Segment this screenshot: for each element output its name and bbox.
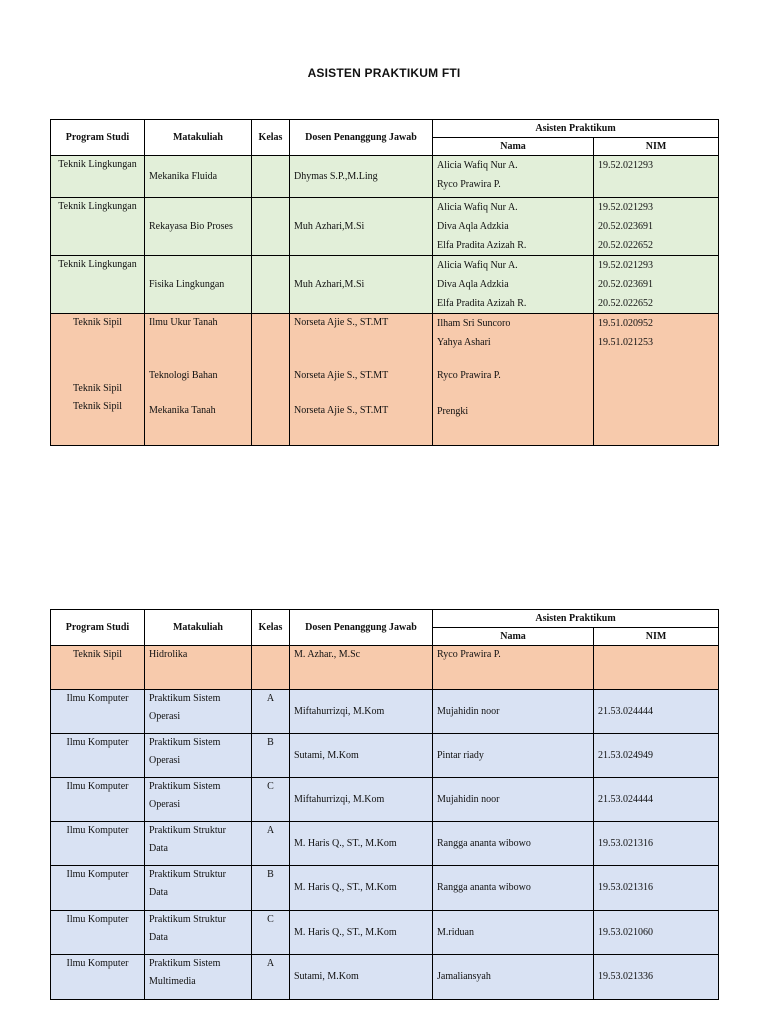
cell-program-studi: Teknik Sipil bbox=[51, 354, 145, 398]
cell-nama: Jamaliansyah bbox=[433, 955, 594, 1000]
cell-kelas bbox=[252, 156, 290, 198]
nama-line: Alicia Wafiq Nur A. bbox=[437, 202, 518, 213]
nim-line: 19.51.020952 bbox=[598, 318, 653, 329]
cell-nama: Mujahidin noor bbox=[433, 690, 594, 734]
cell-nim bbox=[594, 314, 719, 354]
cell-nim: 19.53.021316 bbox=[594, 822, 719, 866]
cell-kelas: B bbox=[252, 734, 290, 778]
cell-matakuliah bbox=[145, 911, 252, 955]
cell-program-studi: Ilmu Komputer bbox=[51, 778, 145, 822]
cell-program-studi: Ilmu Komputer bbox=[51, 734, 145, 778]
header-matakuliah: Matakuliah bbox=[145, 610, 252, 646]
cell-dosen: M. Haris Q., ST., M.Kom bbox=[290, 866, 433, 911]
table-row bbox=[51, 778, 719, 822]
cell-kelas: A bbox=[252, 955, 290, 1000]
table-row bbox=[51, 398, 719, 446]
cell-dosen: Norseta Ajie S., ST.MT bbox=[290, 354, 433, 398]
table-row bbox=[51, 911, 719, 955]
header-nim: NIM bbox=[594, 138, 719, 156]
table-row bbox=[51, 822, 719, 866]
assistant-table-2 bbox=[50, 609, 719, 1000]
nim-line: 19.52.021293 bbox=[598, 160, 653, 171]
table-row bbox=[51, 198, 719, 256]
cell-program-studi: Ilmu Komputer bbox=[51, 690, 145, 734]
cell-nama: Pintar riady bbox=[433, 734, 594, 778]
cell-program-studi: Ilmu Komputer bbox=[51, 911, 145, 955]
cell-kelas: B bbox=[252, 866, 290, 911]
cell-kelas: A bbox=[252, 822, 290, 866]
cell-kelas bbox=[252, 398, 290, 446]
cell-program-studi: Teknik Lingkungan bbox=[51, 256, 145, 314]
cell-matakuliah: Teknologi Bahan bbox=[145, 354, 252, 398]
nama-line: Diva Aqla Adzkia bbox=[437, 279, 509, 290]
cell-nama: M.riduan bbox=[433, 911, 594, 955]
cell-program-studi: Ilmu Komputer bbox=[51, 822, 145, 866]
nim-line: 20.52.022652 bbox=[598, 298, 653, 309]
nim-line: 19.52.021293 bbox=[598, 260, 653, 271]
nama-line: Alicia Wafiq Nur A. bbox=[437, 260, 518, 271]
cell-nama: Rangga ananta wibowo bbox=[433, 866, 594, 911]
cell-matakuliah bbox=[145, 778, 252, 822]
cell-dosen: Norseta Ajie S., ST.MT bbox=[290, 314, 433, 354]
nama-line: Yahya Ashari bbox=[437, 337, 491, 348]
cell-program-studi: Ilmu Komputer bbox=[51, 955, 145, 1000]
table-row bbox=[51, 646, 719, 690]
cell-dosen: M. Haris Q., ST., M.Kom bbox=[290, 822, 433, 866]
cell-matakuliah bbox=[145, 866, 252, 911]
assistant-table-1 bbox=[50, 119, 719, 446]
table-row bbox=[51, 690, 719, 734]
header-asisten-praktikum: Asisten Praktikum bbox=[433, 610, 719, 628]
cell-program-studi: Ilmu Komputer bbox=[51, 866, 145, 911]
cell-kelas bbox=[252, 314, 290, 354]
cell-nim: 21.53.024949 bbox=[594, 734, 719, 778]
nim-line: 20.52.023691 bbox=[598, 279, 653, 290]
cell-matakuliah: Fisika Lingkungan bbox=[145, 256, 252, 314]
nim-line: 20.52.023691 bbox=[598, 221, 653, 232]
cell-kelas: C bbox=[252, 911, 290, 955]
table-row bbox=[51, 256, 719, 314]
cell-dosen: Sutami, M.Kom bbox=[290, 955, 433, 1000]
nama-line: Diva Aqla Adzkia bbox=[437, 221, 509, 232]
cell-nim bbox=[594, 198, 719, 256]
cell-program-studi: Teknik Sipil bbox=[51, 646, 145, 690]
matakuliah-text: Praktikum Struktur Data bbox=[149, 914, 226, 943]
cell-matakuliah bbox=[145, 822, 252, 866]
cell-program-studi: Teknik Sipil bbox=[51, 314, 145, 354]
cell-nim bbox=[594, 646, 719, 690]
cell-program-studi: Teknik Lingkungan bbox=[51, 198, 145, 256]
matakuliah-text: Praktikum Sistem Operasi bbox=[149, 693, 221, 722]
header-nama: Nama bbox=[433, 138, 594, 156]
cell-nim bbox=[594, 398, 719, 446]
header-matakuliah: Matakuliah bbox=[145, 120, 252, 156]
nama-line: Ilham Sri Suncoro bbox=[437, 318, 511, 329]
header-dosen: Dosen Penanggung Jawab bbox=[290, 610, 433, 646]
nama-line: Elfa Pradita Azizah R. bbox=[437, 298, 527, 309]
nama-line: Ryco Prawira P. bbox=[437, 179, 501, 190]
cell-nim bbox=[594, 156, 719, 198]
cell-nim: 21.53.024444 bbox=[594, 778, 719, 822]
cell-matakuliah: Hidrolika bbox=[145, 646, 252, 690]
table-row bbox=[51, 314, 719, 354]
nama-line: Ryco Prawira P. bbox=[437, 370, 501, 381]
cell-nim bbox=[594, 354, 719, 398]
cell-dosen: Muh Azhari,M.Si bbox=[290, 256, 433, 314]
header-asisten-praktikum: Asisten Praktikum bbox=[433, 120, 719, 138]
cell-nama bbox=[433, 354, 594, 398]
cell-matakuliah: Mekanika Tanah bbox=[145, 398, 252, 446]
cell-program-studi: Teknik Sipil bbox=[51, 398, 145, 446]
nama-line: Alicia Wafiq Nur A. bbox=[437, 160, 518, 171]
cell-nama bbox=[433, 156, 594, 198]
cell-kelas bbox=[252, 198, 290, 256]
cell-matakuliah: Rekayasa Bio Proses bbox=[145, 198, 252, 256]
header-nama: Nama bbox=[433, 628, 594, 646]
nim-line: 19.51.021253 bbox=[598, 337, 653, 348]
cell-nim bbox=[594, 256, 719, 314]
header-program-studi: Program Studi bbox=[51, 120, 145, 156]
cell-nim: 21.53.024444 bbox=[594, 690, 719, 734]
cell-dosen: Miftahurrizqi, M.Kom bbox=[290, 690, 433, 734]
cell-nama: Ryco Prawira P. bbox=[433, 646, 594, 690]
cell-nim: 19.53.021060 bbox=[594, 911, 719, 955]
table-row bbox=[51, 354, 719, 398]
cell-nim: 19.53.021336 bbox=[594, 955, 719, 1000]
matakuliah-text: Praktikum Sistem Multimedia bbox=[149, 958, 221, 987]
cell-dosen: Dhymas S.P.,M.Ling bbox=[290, 156, 433, 198]
cell-dosen: M. Azhar., M.Sc bbox=[290, 646, 433, 690]
cell-dosen: Muh Azhari,M.Si bbox=[290, 198, 433, 256]
cell-matakuliah bbox=[145, 734, 252, 778]
cell-dosen: M. Haris Q., ST., M.Kom bbox=[290, 911, 433, 955]
matakuliah-text: Praktikum Sistem Operasi bbox=[149, 737, 221, 766]
cell-kelas: A bbox=[252, 690, 290, 734]
cell-nama: Mujahidin noor bbox=[433, 778, 594, 822]
cell-kelas: C bbox=[252, 778, 290, 822]
cell-kelas bbox=[252, 646, 290, 690]
nama-line: Elfa Pradita Azizah R. bbox=[437, 240, 527, 251]
header-kelas: Kelas bbox=[252, 120, 290, 156]
header-program-studi: Program Studi bbox=[51, 610, 145, 646]
table-row bbox=[51, 734, 719, 778]
table-row bbox=[51, 955, 719, 1000]
cell-matakuliah: Ilmu Ukur Tanah bbox=[145, 314, 252, 354]
nim-line: 20.52.022652 bbox=[598, 240, 653, 251]
header-dosen: Dosen Penanggung Jawab bbox=[290, 120, 433, 156]
cell-program-studi: Teknik Lingkungan bbox=[51, 156, 145, 198]
cell-kelas bbox=[252, 256, 290, 314]
matakuliah-text: Praktikum Sistem Operasi bbox=[149, 781, 221, 810]
page-title: ASISTEN PRAKTIKUM FTI bbox=[307, 66, 461, 80]
cell-nim: 19.53.021316 bbox=[594, 866, 719, 911]
matakuliah-text: Praktikum Struktur Data bbox=[149, 869, 226, 898]
cell-nama bbox=[433, 314, 594, 354]
cell-dosen: Sutami, M.Kom bbox=[290, 734, 433, 778]
cell-nama bbox=[433, 198, 594, 256]
nim-line: 19.52.021293 bbox=[598, 202, 653, 213]
header-kelas: Kelas bbox=[252, 610, 290, 646]
cell-dosen: Norseta Ajie S., ST.MT bbox=[290, 398, 433, 446]
header-nim: NIM bbox=[594, 628, 719, 646]
table-row bbox=[51, 156, 719, 198]
cell-matakuliah bbox=[145, 690, 252, 734]
cell-nama: Rangga ananta wibowo bbox=[433, 822, 594, 866]
cell-kelas bbox=[252, 354, 290, 398]
nama-line: Prengki bbox=[437, 405, 469, 417]
cell-matakuliah: Mekanika Fluida bbox=[145, 156, 252, 198]
cell-nama bbox=[433, 398, 594, 446]
matakuliah-text: Praktikum Struktur Data bbox=[149, 825, 226, 854]
cell-matakuliah bbox=[145, 955, 252, 1000]
cell-dosen: Miftahurrizqi, M.Kom bbox=[290, 778, 433, 822]
cell-nama bbox=[433, 256, 594, 314]
table-row bbox=[51, 866, 719, 911]
